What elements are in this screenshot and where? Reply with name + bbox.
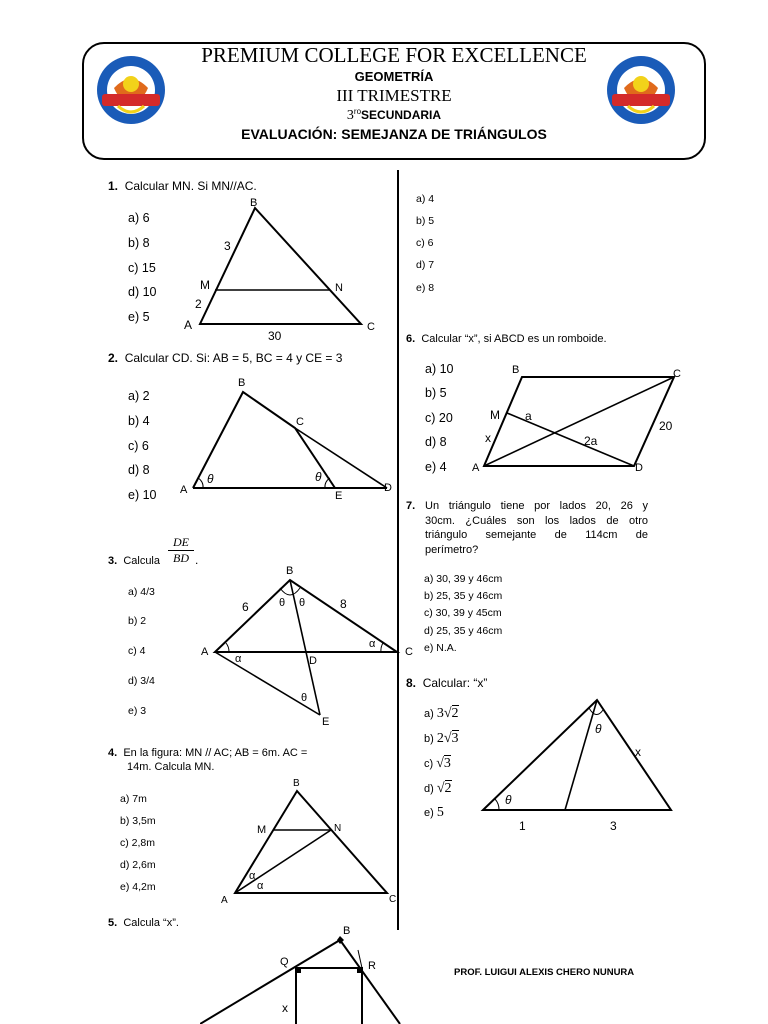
q7-option-b[interactable]: b) 25, 35 y 46cm <box>424 590 503 602</box>
svg-text:x: x <box>635 745 641 759</box>
q4-figure <box>215 775 400 910</box>
q7-option-d[interactable]: d) 25, 35 y 46cm <box>424 625 503 637</box>
svg-text:20: 20 <box>659 419 673 433</box>
question-3: 3. Calcula <box>108 555 160 567</box>
svg-text:θ: θ <box>595 722 602 736</box>
svg-text:A: A <box>184 318 193 332</box>
svg-text:R: R <box>368 960 376 972</box>
svg-text:α: α <box>235 653 242 665</box>
svg-text:30: 30 <box>268 329 282 343</box>
svg-text:θ: θ <box>279 597 286 609</box>
school-name: PREMIUM COLLEGE FOR EXCELLENCE <box>201 43 587 67</box>
svg-text:M: M <box>490 408 500 422</box>
svg-text:C: C <box>367 321 375 333</box>
q8-figure <box>475 690 685 835</box>
question-4: 4. En la figura: MN // AC; AB = 6m. AC = 14m. Calcula MN. <box>108 747 308 773</box>
q8-option-d[interactable]: d) √2 <box>424 781 452 796</box>
svg-text:α: α <box>369 638 376 650</box>
q3-option-e[interactable]: e) 3 <box>128 705 147 717</box>
q2-figure <box>175 372 400 504</box>
svg-text:E: E <box>335 490 343 502</box>
svg-text:B: B <box>512 364 520 376</box>
svg-text:C: C <box>389 894 397 905</box>
svg-text:B: B <box>286 565 294 577</box>
q3-option-d[interactable]: d) 3/4 <box>128 675 155 687</box>
svg-text:θ: θ <box>207 472 214 486</box>
svg-text:θ: θ <box>505 793 512 807</box>
q3-fraction: DE BD <box>168 535 194 566</box>
q4-option-d[interactable]: d) 2,6m <box>120 859 156 871</box>
svg-text:x: x <box>282 1001 288 1015</box>
svg-text:B: B <box>238 377 246 389</box>
svg-text:M: M <box>200 278 210 292</box>
q4-option-c[interactable]: c) 2,8m <box>120 837 156 849</box>
svg-text:A: A <box>221 895 228 906</box>
q6-figure <box>470 362 695 480</box>
q3-option-c[interactable]: c) 4 <box>128 645 146 657</box>
q7-option-a[interactable]: a) 30, 39 y 46cm <box>424 573 503 585</box>
q6-option-b[interactable]: b) 5 <box>425 386 447 400</box>
q5-option-e[interactable]: e) 8 <box>416 282 435 294</box>
q6-option-e[interactable]: e) 4 <box>425 460 447 474</box>
q3-option-a[interactable]: a) 4/3 <box>128 586 155 598</box>
q7-option-e[interactable]: e) N.A. <box>424 642 457 654</box>
svg-text:A: A <box>472 462 480 474</box>
q1-option-b[interactable]: b) 8 <box>128 236 150 250</box>
svg-text:C: C <box>673 368 681 380</box>
svg-text:3: 3 <box>610 819 617 833</box>
q4-option-a[interactable]: a) 7m <box>120 793 147 805</box>
subject-title: GEOMETRÍA <box>354 69 434 84</box>
q8-option-e[interactable]: e) 5 <box>424 805 444 820</box>
svg-text:N: N <box>334 823 342 834</box>
svg-text:C: C <box>405 646 413 658</box>
svg-text:x: x <box>485 431 491 445</box>
q5-option-a[interactable]: a) 4 <box>416 193 435 205</box>
svg-text:α: α <box>249 870 256 882</box>
svg-text:M: M <box>257 824 267 836</box>
svg-text:B: B <box>293 778 300 789</box>
q1-figure <box>175 192 385 347</box>
q8-option-a[interactable]: a) 3√2 <box>424 706 459 721</box>
term-title: III TRIMESTRE <box>336 86 452 105</box>
svg-text:θ: θ <box>301 692 308 704</box>
q1-option-c[interactable]: c) 15 <box>128 261 156 275</box>
svg-text:N: N <box>335 282 343 294</box>
q3-period: . <box>195 553 199 567</box>
q3-figure <box>195 560 420 730</box>
svg-text:D: D <box>635 462 643 474</box>
svg-text:C: C <box>296 416 304 428</box>
question-1: 1. Calcular MN. Si MN//AC. <box>108 179 257 193</box>
q7-option-c[interactable]: c) 30, 39 y 45cm <box>424 607 502 619</box>
svg-text:2: 2 <box>195 297 202 311</box>
q6-option-a[interactable]: a) 10 <box>425 362 454 376</box>
svg-text:3: 3 <box>224 239 231 253</box>
svg-text:A: A <box>180 484 188 496</box>
q2-option-d[interactable]: d) 8 <box>128 463 150 477</box>
question-5: 5. Calcula “x”. <box>108 917 179 929</box>
q2-option-c[interactable]: c) 6 <box>128 439 149 453</box>
svg-text:A: A <box>201 646 209 658</box>
q1-option-e[interactable]: e) 5 <box>128 310 150 324</box>
svg-text:θ: θ <box>299 597 306 609</box>
q8-option-c[interactable]: c) √3 <box>424 756 451 771</box>
svg-text:8: 8 <box>340 597 347 611</box>
svg-text:Q: Q <box>280 956 289 968</box>
q5-option-c[interactable]: c) 6 <box>416 237 434 249</box>
evaluation-title: EVALUACIÓN: SEMEJANZA DE TRIÁNGULOS <box>241 126 547 142</box>
q3-option-b[interactable]: b) 2 <box>128 615 147 627</box>
svg-text:θ: θ <box>315 470 322 484</box>
question-2: 2. Calcular CD. Si: AB = 5, BC = 4 y CE = 3 <box>108 351 343 365</box>
q2-option-a[interactable]: a) 2 <box>128 389 150 403</box>
q2-option-e[interactable]: e) 10 <box>128 488 157 502</box>
grade-line: $3^{ro}SECUNDARIA$ <box>346 107 442 123</box>
q8-option-b[interactable]: b) 2√3 <box>424 731 459 746</box>
q6-option-c[interactable]: c) 20 <box>425 411 453 425</box>
svg-text:D: D <box>309 655 317 667</box>
q5-figure <box>200 922 410 1024</box>
svg-text:2a: 2a <box>584 434 598 448</box>
question-8: 8. Calcular: “x” <box>406 676 488 690</box>
svg-text:B: B <box>250 197 258 209</box>
q4-option-b[interactable]: b) 3,5m <box>120 815 156 827</box>
professor-name: PROF. LUIGUI ALEXIS CHERO NUNURA <box>454 967 635 978</box>
q5-option-b[interactable]: b) 5 <box>416 215 435 227</box>
question-6: 6. Calcular “x”, si ABCD es un romboide. <box>406 333 607 345</box>
svg-text:α: α <box>257 880 264 892</box>
q2-option-b[interactable]: b) 4 <box>128 414 150 428</box>
q5-option-d[interactable]: d) 7 <box>416 259 435 271</box>
svg-text:B: B <box>343 925 351 937</box>
question-7: 7. Un triángulo tiene por lados 20, 26 y 30cm. ¿Cuáles son los lados de otro triángulo semejante de 114cm de perímetro? <box>406 500 648 556</box>
svg-text:D: D <box>384 482 392 494</box>
svg-text:E: E <box>322 716 330 728</box>
svg-text:1: 1 <box>519 819 526 833</box>
q4-option-e[interactable]: e) 4,2m <box>120 881 156 893</box>
svg-text:6: 6 <box>242 600 249 614</box>
q6-option-d[interactable]: d) 8 <box>425 435 447 449</box>
svg-text:a: a <box>525 409 532 423</box>
q1-option-d[interactable]: d) 10 <box>128 285 157 299</box>
q1-option-a[interactable]: a) 6 <box>128 211 150 225</box>
